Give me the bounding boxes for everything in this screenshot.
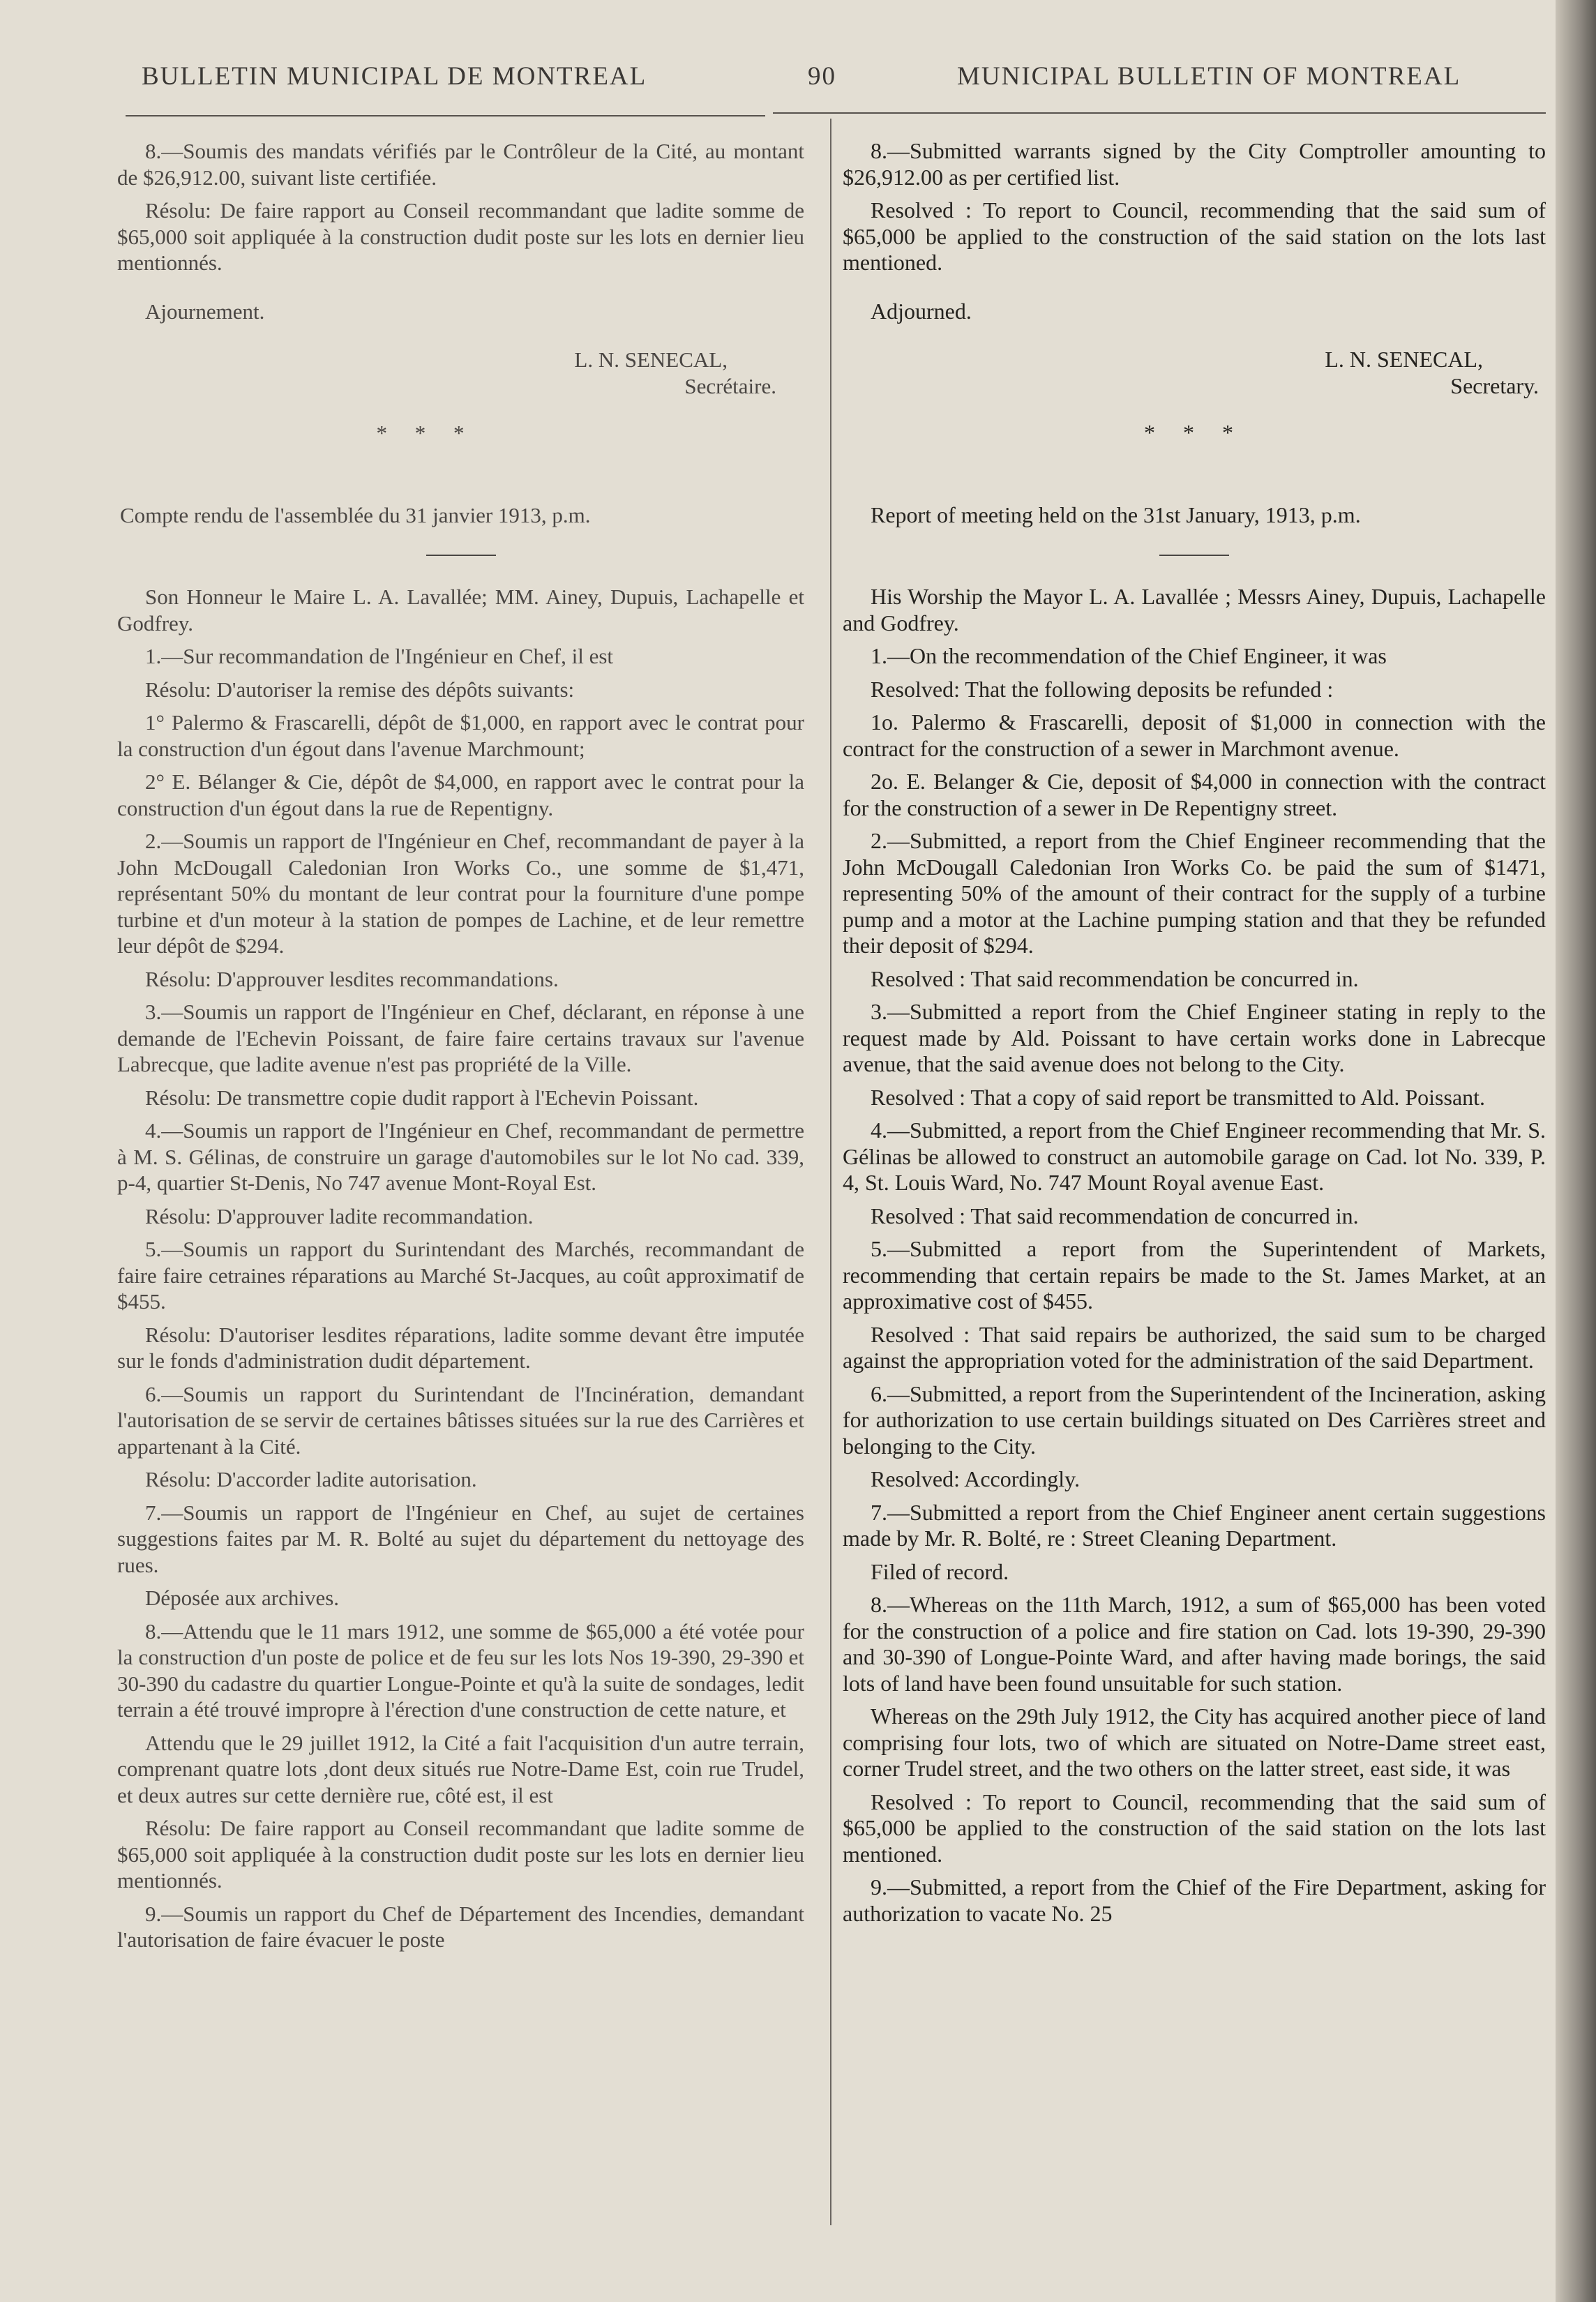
running-header (0, 61, 1556, 103)
en-item-3-resolution: Resolved : That a copy of said report be transmitted to Ald. Poissant. (871, 1084, 1486, 1110)
fr-item-1: 1.—Sur recommandation de l'Ingénieur en Chef, il est (145, 644, 614, 668)
en-item-6-resolution: Resolved: Accordingly. (871, 1466, 1081, 1491)
fr-item-5: 5.—Soumis un rapport du Surintendant des Marchés, recommandant de faire faire cetraines réparations au Marché St-Jacques, au coût approximatif de $455. (117, 1237, 804, 1314)
fr-item-1-deposit-b: 2° E. Bélanger & Cie, dépôt de $4,000, en rapport avec le contrat pour la construction d'un égout dans la rue de Repentigny. (117, 769, 804, 820)
en-adjournment: Adjourned. (871, 298, 972, 324)
fr-signature-title: Secrétaire. (684, 373, 776, 398)
fr-item-8-top: 8.—Soumis des mandats vérifiés par le Contrôleur de la Cité, au montant de $26,912.00, suivant liste certifiée. (117, 139, 804, 190)
en-item-7: 7.—Submitted a report from the Chief Engineer anent certain suggestions made by Mr. R. Bolté, re : Street Cleaning Department. (843, 1499, 1546, 1551)
english-column (843, 138, 1546, 1934)
en-item-1-deposit-a: 1o. Palermo & Frascarelli, deposit of $1,000 in connection with the contract for the construction of a sewer in Marchmont avenue. (843, 709, 1546, 761)
fr-attendance: Son Honneur le Maire L. A. Lavallée; MM. Ainey, Dupuis, Lachapelle et Godfrey. (117, 585, 804, 635)
en-item-7-resolution: Filed of record. (871, 1558, 1009, 1584)
page-number: 90 (808, 62, 836, 91)
column-divider (830, 119, 831, 2225)
en-item-8-top-resolution: Resolved : To report to Council, recommending that the said sum of $65,000 be applied to the construction of the said station on the lots last mentioned. (843, 197, 1546, 275)
fr-item-2-resolution: Résolu: D'approuver lesdites recommandations. (145, 966, 559, 991)
fr-adjournment: Ajournement. (145, 299, 265, 324)
fr-item-2: 2.—Soumis un rapport de l'Ingénieur en Chef, recommandant de payer à la John McDougall Caledonian Iron Works Co., une somme de $1,471, représentant 50% du montant de leur contrat pour la fourniture d'une pompe turbine et d'un moteur à la station de pompes de Lachine, et de leur remettre leur dépôt de $294. (117, 829, 804, 958)
en-item-2-resolution: Resolved : That said recommendation be concurred in. (871, 965, 1359, 991)
en-item-2: 2.—Submitted, a report from the Chief Engineer recommending that the John McDougall Caledonian Iron Works Co. be paid the sum of $1471, representing 50% of the amount of their contract for the supply of a turbine pump and a motor at the Lachine pumping station and that they be refunded their deposit of $294. (843, 828, 1546, 958)
fr-section-stars: * * * (376, 421, 476, 445)
header-left-title: BULLETIN MUNICIPAL DE MONTREAL (142, 62, 647, 91)
header-rule-left (126, 115, 765, 116)
fr-item-8-whereas: Attendu que le 29 juillet 1912, la Cité a fait l'acquisition d'un autre terrain, comprenant quatre lots ,dont deux situés rue Notre-Dame Est, coin rue Trudel, et deux autres sur cette dernière rue, côté est, il est (117, 1730, 804, 1807)
en-item-4: 4.—Submitted, a report from the Chief Engineer recommending that Mr. S. Gélinas be allowed to construct an automobile garage on Cad. lot No. 339, P. 4, St. Louis Ward, No. 747 Mount Royal avenue East. (843, 1118, 1546, 1195)
fr-item-1-resolution: Résolu: D'autoriser la remise des dépôts suivants: (145, 677, 575, 702)
header-rule-right (773, 112, 1546, 114)
en-item-5: 5.—Submitted a report from the Superintendent of Markets, recommending that certain repairs be made to the St. James Market, at an approximative cost of $455. (843, 1236, 1546, 1314)
fr-item-8-resolution: Résolu: De faire rapport au Conseil recommandant que ladite somme de $65,000 soit appliquée à la construction dudit poste sur les lots en dernier lieu mentionnés. (117, 1816, 804, 1893)
en-short-rule (1159, 555, 1229, 556)
fr-signature-name: L. N. SENECAL, (574, 347, 728, 372)
en-item-8-whereas: Whereas on the 29th July 1912, the City has acquired another piece of land comprising four lots, two of which are situated on Notre-Dame street east, corner Trudel street, and the two others on the latter street, east side, it was (843, 1703, 1546, 1781)
en-signature-title: Secretary. (1450, 373, 1539, 398)
en-item-8-top: 8.—Submitted warrants signed by the City Comptroller amounting to $26,912.00 as per certified list. (843, 138, 1546, 190)
fr-report-title: Compte rendu de l'assemblée du 31 janvier 1913, p.m. (120, 502, 591, 527)
en-signature-name: L. N. SENECAL, (1325, 347, 1483, 372)
en-item-1-resolution: Resolved: That the following deposits be refunded : (871, 676, 1334, 702)
en-report-title: Report of meeting held on the 31st January, 1913, p.m. (871, 502, 1361, 527)
fr-item-6: 6.—Soumis un rapport du Surintendant de l'Incinération, demandant l'autorisation de se servir de certaines bâtisses situées sur la rue des Carrières et appartenant à la Cité. (117, 1381, 804, 1459)
fr-item-7: 7.—Soumis un rapport de l'Ingénieur en Chef, au sujet de certaines suggestions faites par M. R. Bolté au sujet du département du nettoyage des rues. (117, 1500, 804, 1577)
fr-item-4-resolution: Résolu: D'approuver ladite recommandation. (145, 1203, 534, 1228)
fr-item-9: 9.—Soumis un rapport du Chef de Département des Incendies, demandant l'autorisation de faire évacuer le poste (117, 1901, 804, 1952)
en-item-4-resolution: Resolved : That said recommendation de concurred in. (871, 1203, 1359, 1228)
en-item-9: 9.—Submitted, a report from the Chief of the Fire Department, asking for authorization to vacate No. 25 (843, 1874, 1546, 1926)
fr-item-4: 4.—Soumis un rapport de l'Ingénieur en Chef, recommandant de permettre à M. S. Gélinas, de construire un garage d'automobiles sur le lot No cad. 339, p-4, quartier St-Denis, No 747 avenue Mont-Royal Est. (117, 1118, 804, 1195)
fr-item-3: 3.—Soumis un rapport de l'Ingénieur en Chef, déclarant, en réponse à une demande de l'Echevin Poissant, de faire faire certains travaux sur l'avenue Labrecque, que ladite avenue n'est pas propriété de la Ville. (117, 1000, 804, 1076)
fr-item-8-top-resolution: Résolu: De faire rapport au Conseil recommandant que ladite somme de $65,000 soit appliquée à la construction dudit poste sur les lots en dernier lieu mentionnés. (117, 198, 804, 275)
fr-item-6-resolution: Résolu: D'accorder ladite autorisation. (145, 1467, 477, 1491)
en-item-5-resolution: Resolved : That said repairs be authorized, the said sum to be charged against the appropriation voted for the administration of the said Department. (843, 1321, 1546, 1373)
en-item-1: 1.—On the recommendation of the Chief Engineer, it was (871, 643, 1387, 668)
en-item-8: 8.—Whereas on the 11th March, 1912, a sum of $65,000 has been voted for the construction of a police and fire station on Cad. lots 19-390, 29-390 and 30-390 of Longue-Pointe Ward, and after having made borings, the said lots of land have been found unsuitable for such station. (843, 1592, 1546, 1696)
binding-edge (1556, 0, 1596, 2302)
fr-item-5-resolution: Résolu: D'autoriser lesdites réparations, ladite somme devant être imputée sur le fonds d'administration dudit département. (117, 1322, 804, 1373)
fr-short-rule (426, 555, 496, 556)
header-right-title: MUNICIPAL BULLETIN OF MONTREAL (957, 62, 1461, 91)
en-section-stars: * * * (1144, 420, 1244, 445)
en-attendance: His Worship the Mayor L. A. Lavallée ; Messrs Ainey, Dupuis, Lachapelle and Godfrey. (843, 584, 1546, 635)
en-item-1-deposit-b: 2o. E. Belanger & Cie, deposit of $4,000 in connection with the contract for the construction of a sewer in De Repentigny street. (843, 769, 1546, 820)
en-item-6: 6.—Submitted, a report from the Superintendent of the Incineration, asking for authorization to use certain buildings situated on Des Carrières street and belonging to the City. (843, 1381, 1546, 1459)
en-item-8-resolution: Resolved : To report to Council, recommending that the said sum of $65,000 be applied to the construction of the said station on the lots last mentioned. (843, 1789, 1546, 1867)
en-item-3: 3.—Submitted a report from the Chief Engineer stating in reply to the request made by Ald. Poissant to have certain works done in Labrecque avenue, that the said avenue does not belong to the City. (843, 999, 1546, 1076)
fr-item-3-resolution: Résolu: De transmettre copie dudit rapport à l'Echevin Poissant. (145, 1085, 699, 1110)
french-column (117, 138, 804, 1960)
fr-item-1-deposit-a: 1° Palermo & Frascarelli, dépôt de $1,000, en rapport avec le contrat pour la construction d'un égout dans l'avenue Marchmount; (117, 710, 804, 761)
fr-item-8: 8.—Attendu que le 11 mars 1912, une somme de $65,000 a été votée pour la construction d'un poste de police et de feu sur les lots Nos 19-390, 29-390 et 30-390 du cadastre du quartier Longue-Pointe et qu'à la suite de sondages, ledit terrain a été trouvé impropre à l'érection d'une construction de cette nature, et (117, 1618, 804, 1722)
fr-item-7-resolution: Déposée aux archives. (145, 1586, 340, 1610)
